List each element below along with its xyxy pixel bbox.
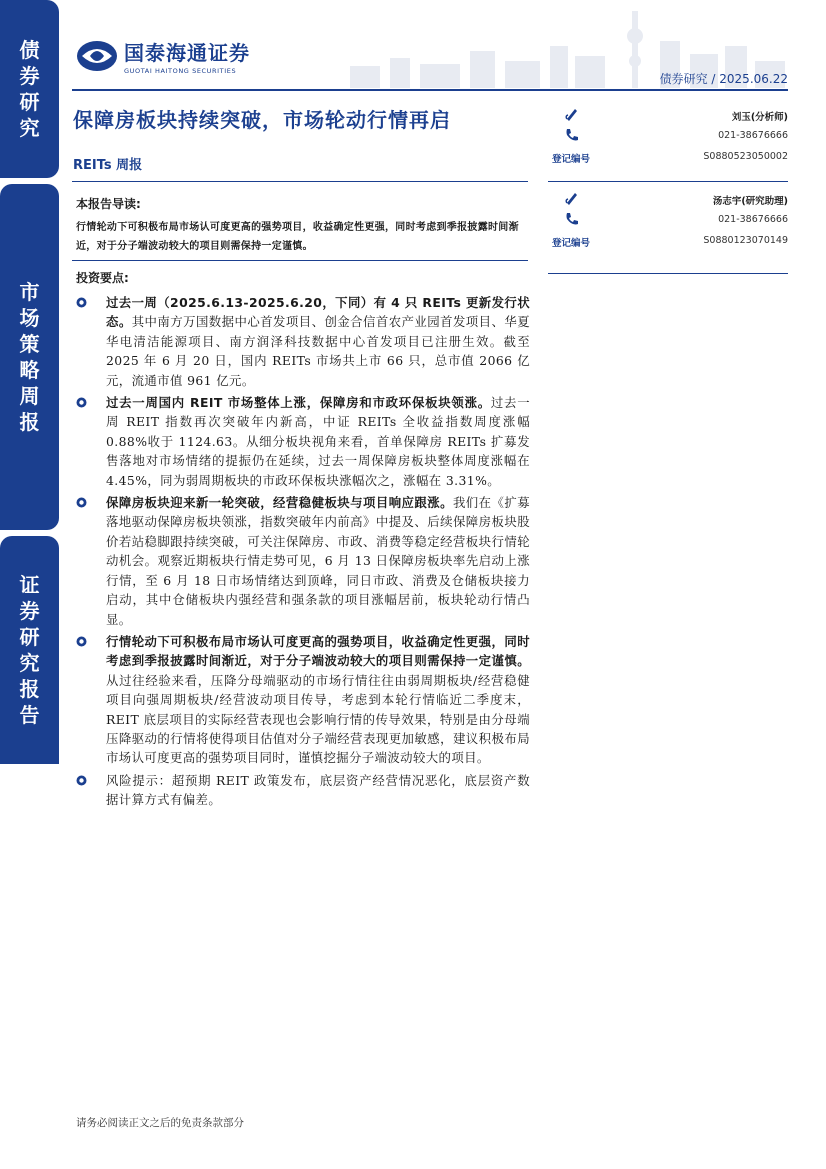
sidebar-tab-char: 研: [19, 625, 40, 649]
key-point: [76, 632, 530, 768]
sidebar-tab-char: 报: [19, 677, 40, 701]
sidebar-tab-char: 券: [19, 64, 40, 88]
key-point-text: 从过往经验来看，压降分母端驱动的市场行情往往由弱周期板块/经营稳健项目向强周期板块/经营波动项目传导，考虑到本轮行情临近二季度末，REIT 底层项目的实际经营表现也会影响行情的传导效果，特别是由分母端压降驱动的行情将使得项目估值对分子端经营表现更加敏感，建议积极布局市场认可度更高的强势项目同时，谨慎挖掘分子端波动较大的项目。: [106, 672, 530, 766]
bullet-icon: [76, 397, 87, 408]
sidebar-tab-char: 究: [19, 116, 40, 140]
sidebar-tab-char: 证: [19, 573, 40, 597]
guide-divider: [72, 260, 528, 261]
key-point-text: 其中南方万国数据中心首发项目、创金合信首农产业园首发项目、华夏华电清洁能源项目、南方润泽科技数据中心首发项目已注册生效。截至 2025 年 6 月 20 日，国内 REITs 市场共上市 66 只，总市值 2066 亿元，流通市值 961 亿元。: [106, 314, 530, 388]
report-title: 保障房板块持续突破，市场轮动行情再启: [73, 108, 451, 132]
title-divider: [72, 181, 528, 182]
key-point: [76, 493, 530, 629]
sidebar-tab-char: 报: [19, 410, 40, 434]
analyst-divider: [548, 273, 788, 274]
key-point-lead: 过去一周（2025.6.13-2025.6.20，下同）有 4 只 REITs 更新发行状态。: [106, 295, 530, 330]
logo-text-cn: 国泰海通证券: [124, 41, 250, 65]
key-point-lead: 保障房板块迎来新一轮突破，经营稳健板块与项目响应跟涨。: [106, 495, 453, 511]
bullet-icon: [76, 636, 87, 647]
sidebar-tab-char: 策: [19, 332, 40, 356]
key-points-heading: 投资要点:: [76, 271, 129, 285]
analyst-phone: 021-38676666: [718, 214, 788, 225]
sidebar-tab-char: 周: [19, 384, 40, 408]
bullet-icon: [76, 497, 87, 508]
bullet-icon: [76, 775, 87, 786]
sidebar-tab-securities-report: [0, 536, 59, 764]
key-point: [76, 393, 530, 490]
sidebar-tab-char: 研: [19, 90, 40, 114]
sidebar-tab-bond-research: [0, 0, 59, 178]
analyst-card: [548, 106, 788, 169]
analyst-name: 刘玉(分析师): [731, 112, 788, 123]
logo-icon: [76, 40, 118, 72]
analyst-divider: [548, 181, 788, 182]
registration-label: 登记编号: [552, 154, 591, 165]
sidebar-tab-char: 券: [19, 599, 40, 623]
sidebar-tab-char: 债: [19, 38, 40, 62]
header-divider: [72, 89, 788, 91]
pen-icon: [564, 106, 580, 122]
sidebar-tab-char: 略: [19, 358, 40, 382]
key-point-lead: 过去一周国内 REIT 市场整体上涨，保障房和市政环保板块领涨。: [106, 395, 491, 411]
sidebar-tab-market-strategy: [0, 184, 59, 530]
report-category-date: 债券研究 / 2025.06.22: [659, 72, 788, 86]
analyst-name: 汤志宇(研究助理): [712, 196, 788, 207]
sidebar-tab-char: 市: [19, 280, 40, 304]
sidebar-tab-char: 究: [19, 651, 40, 675]
report-subtitle: REITs 周报: [73, 158, 143, 173]
logo-text-en: GUOTAI HAITONG SECURITIES: [124, 67, 237, 75]
analyst-phone: 021-38676666: [718, 130, 788, 141]
sidebar-tab-char: 告: [19, 703, 40, 727]
key-points-list: [76, 293, 530, 810]
sidebar-tab-char: 场: [19, 306, 40, 330]
key-point-text: 过去一周 REIT 指数再次突破年内新高，中证 REITs 全收益指数周度涨幅 0.88%收于 1124.63。从细分板块视角来看，首单保障房 REITs 扩募发售落地对市场情绪的提振仍在延续，过去一周保障房板块整体周度涨幅在 4.45%，同为弱周期板块的市政环保板块涨幅次之，涨幅在 3.31%。: [106, 395, 530, 488]
risk-warning: [76, 771, 530, 810]
pen-icon: [564, 190, 580, 206]
registration-number: S0880123070149: [703, 235, 788, 246]
guide-body: 行情轮动下可积极布局市场认可度更高的强势项目，收益确定性更强，同时考虑到季报披露时间渐近，对于分子端波动较大的项目则需保持一定谨慎。: [76, 222, 519, 252]
key-point-lead: 行情轮动下可积极布局市场认可度更高的强势项目，收益确定性更强，同时考虑到季报披露时间渐近，对于分子端波动较大的项目则需保持一定谨慎。: [106, 633, 530, 669]
phone-icon: [564, 211, 580, 227]
phone-icon: [564, 127, 580, 143]
guide-heading: 本报告导读:: [76, 197, 141, 211]
key-point-text: 我们在《扩募落地驱动保障房板块领涨，指数突破年内前高》中提及、后续保障房板块股价若站稳脚跟持续突破，可关注保障房、市政、消费等稳定经营板块行情轮动机会。观察近期板块行情走势可见，6 月 13 日保障房板块率先启动上涨行情，至 6 月 18 日市场情绪达到顶峰，同日市政、消费及仓储板块接力启动，其中仓储板块内强经营和强条款的项目涨幅居前，板块轮动行情凸显。: [106, 495, 530, 627]
key-point: [76, 293, 530, 390]
bullet-icon: [76, 297, 87, 308]
company-logo: [76, 37, 250, 75]
registration-label: 登记编号: [552, 238, 591, 249]
disclaimer-footer: 请务必阅读正文之后的免责条款部分: [76, 1117, 244, 1129]
risk-warning-text: 风险提示：超预期 REIT 政策发布，底层资产经营情况恶化，底层资产数据计算方式有偏差。: [106, 772, 530, 808]
analyst-card: [548, 190, 788, 253]
registration-number: S0880523050002: [703, 151, 788, 162]
